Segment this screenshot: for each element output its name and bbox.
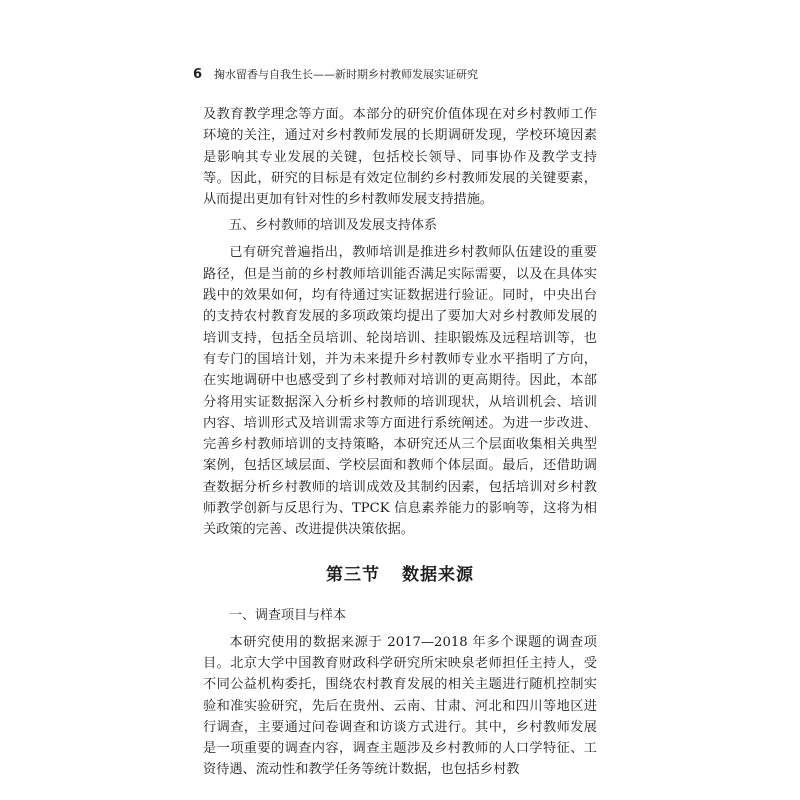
running-title: 掬水留香与自我生长——新时期乡村教师发展实证研究 xyxy=(214,68,479,81)
page-body xyxy=(203,104,597,781)
paragraph-continuation: 及教育教学理念等方面。本部分的研究价值体现在对乡村教师工作环境的关注，通过对乡村教师发展的长期调研发现，学校环境因素是影响其专业发展的关键，包括校长领导、同事协作及教学支持等。因此，研究的目标是有效定位制约乡村教师发展的关键要素，从而提出更加有针对性的乡村教师发展支持措施。 xyxy=(203,107,597,208)
page-number: 6 xyxy=(193,67,203,82)
section-number: 第三节 xyxy=(326,564,380,585)
paragraph-training: 已有研究普遍指出，教师培训是推进乡村教师队伍建设的重要路径，但是当前的乡村教师培训能否满足实际需要，以及在具体实践中的效果如何，均有待通过实证数据进行验证。同时，中央出台的支持农村教育发展的多项政策均提出了要加大对乡村教师发展的培训支持，包括全员培训、轮岗培训、挂职锻炼及远程培训等，也有专门的国培计划，并为未来提升乡村教师专业水平指明了方向，在实地调研中也感受到了乡村教师对培训的更高期待。因此，本部分将用实证数据深入分析乡村教师的培训现状，从培训机会、培训内容、培训形式及培训需求等方面进行系统阐述。为进一步改进、完善乡村教师培训的支持策略，本研究还从三个层面收集相关典型案例，包括区域层面、学校层面和教师个体层面。最后，还借助调查数据分析乡村教师的培训成效及其制约因素，包括培训对乡村教师教学创新与反思行为、TPCK 信息素养能力的影响等，这将为相关政策的完善、改进提供决策依据。 xyxy=(203,245,597,538)
running-header xyxy=(193,66,478,82)
subheading-survey: 一、调查项目与样本 xyxy=(229,607,347,623)
subheading-training-support: 五、乡村教师的培训及发展支持体系 xyxy=(229,218,438,234)
paragraph-data-source: 本研究使用的数据来源于 2017—2018 年多个课题的调查项目。北京大学中国教育财政科学研究所宋映泉老师担任主持人，受不同公益机构委托，围绕农村教育发展的相关主题进行随机控制实验和准实验研究，先后在贵州、云南、甘肃、河北和四川等地区进行调查，主要通过问卷调查和访谈方式进行。其中，乡村教师发展是一项重要的调查内容，调查主题涉及乡村教师的人口学特征、工资待遇、流动性和教学任务等统计数据，也包括乡村教 xyxy=(203,634,597,778)
section-title xyxy=(203,560,597,585)
section-name: 数据来源 xyxy=(402,564,474,585)
